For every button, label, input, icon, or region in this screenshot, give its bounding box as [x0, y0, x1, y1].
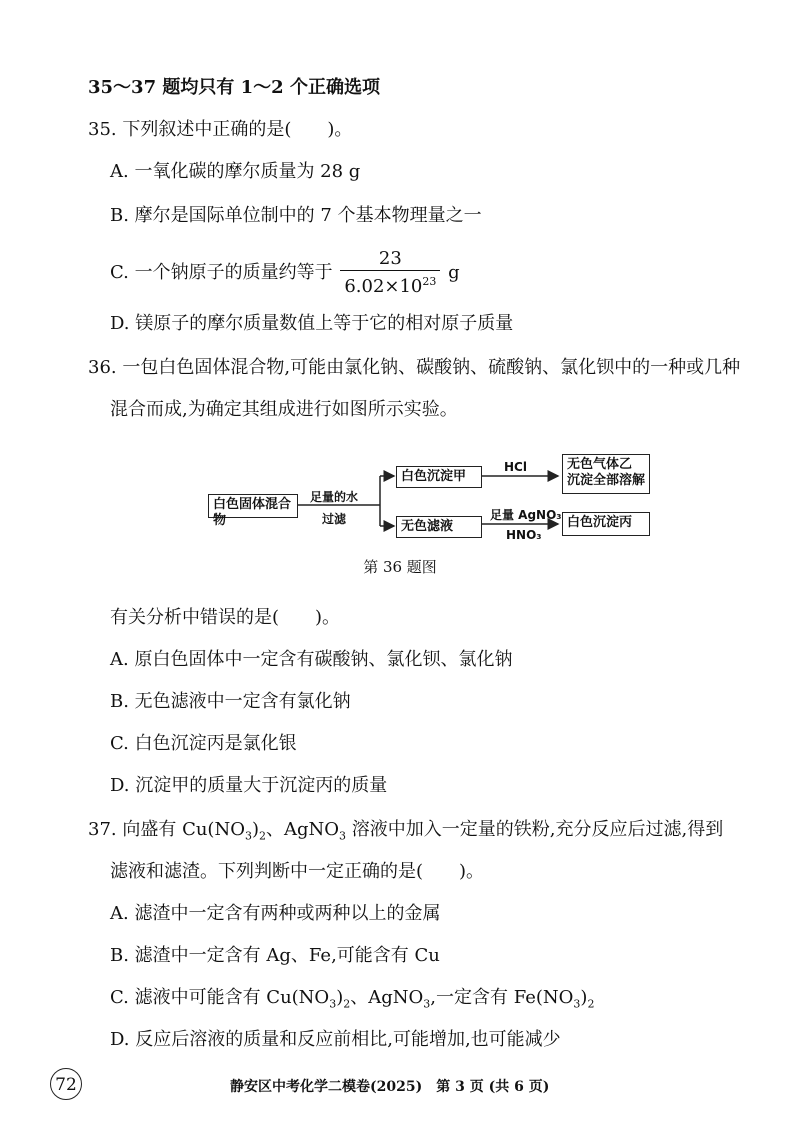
q35-option-d: D. 镁原子的摩尔质量数值上等于它的相对原子质量 [110, 313, 514, 334]
q37-stem-line1 [88, 818, 723, 849]
box-colorless-filtrate: 无色滤液 [396, 516, 482, 538]
box-gas-yi [562, 454, 650, 494]
q37-stem-part1: 37. 向盛有 Cu(NO [88, 819, 245, 840]
q37-stem-line2: 滤液和滤渣。下列判断中一定正确的是( )。 [110, 861, 485, 882]
sub-3c: 3 [329, 997, 337, 1011]
q37-c-part5: ) [580, 987, 588, 1008]
footer-text: 静安区中考化学二模卷(2025) 第 3 页 (共 6 页) [230, 1079, 550, 1095]
section-header: 35～37 题均只有 1～2 个正确选项 [88, 77, 380, 98]
q36-sub-stem: 有关分析中错误的是( )。 [110, 607, 341, 628]
denominator-exponent: 23 [422, 275, 437, 288]
box-white-solid-mixture: 白色固体混合物 [208, 494, 298, 518]
q36-option-c: C. 白色沉淀丙是氯化银 [110, 733, 297, 754]
label-filter: 过滤 [322, 512, 347, 526]
sub-3b: 3 [339, 829, 347, 843]
q37-option-c [110, 986, 594, 1017]
fraction-numerator: 23 [340, 248, 440, 271]
q35-option-c-prefix: C. 一个钠原子的质量约等于 [110, 262, 333, 283]
q35-fraction [340, 248, 440, 298]
q35-option-c [110, 248, 460, 298]
q37-c-part4: ,一定含有 Fe(NO [430, 987, 574, 1008]
q36-flow-diagram [200, 448, 660, 548]
q37-c-part2: ) [336, 987, 344, 1008]
q36-stem-line2: 混合而成,为确定其组成进行如图所示实验。 [110, 399, 458, 420]
q36-stem-line1: 36. 一包白色固体混合物,可能由氯化钠、碳酸钠、硫酸钠、氯化钡中的一种或几种 [88, 357, 741, 378]
q37-option-b: B. 滤渣中一定含有 Ag、Fe,可能含有 Cu [110, 945, 440, 966]
q36-option-d: D. 沉淀甲的质量大于沉淀丙的质量 [110, 775, 388, 796]
q37-stem-part4: 溶液中加入一定量的铁粉,充分反应后过滤,得到 [346, 819, 724, 840]
gas-yi-line2: 沉淀全部溶解 [567, 473, 646, 488]
q37-stem-part3: 、AgNO [266, 819, 340, 840]
q37-c-part3: 、AgNO [350, 987, 424, 1008]
gas-yi-line1: 无色气体乙 [567, 457, 633, 472]
sub-2b: 2 [343, 997, 351, 1011]
page-number-circle: 72 [50, 1068, 82, 1100]
label-hcl: HCl [504, 460, 527, 474]
sub-2a: 2 [259, 829, 266, 843]
fraction-denominator [340, 271, 440, 298]
q36-option-b: B. 无色滤液中一定含有氯化钠 [110, 691, 351, 712]
label-agno3: 足量 AgNO₃ [490, 508, 562, 522]
sub-3d: 3 [423, 997, 431, 1011]
q37-option-d: D. 反应后溶液的质量和反应前相比,可能增加,也可能减少 [110, 1029, 561, 1050]
q35-option-c-unit: g [448, 262, 460, 283]
label-hno3: HNO₃ [506, 528, 542, 542]
q36-figure-caption: 第 36 题图 [363, 558, 437, 576]
box-precipitate-bing: 白色沉淀丙 [562, 512, 650, 536]
q36-option-a: A. 原白色固体中一定含有碳酸钠、氯化钡、氯化钠 [110, 649, 513, 670]
denominator-base: 6.02×10 [344, 276, 423, 297]
q37-c-part1: C. 滤液中可能含有 Cu(NO [110, 987, 330, 1008]
sub-3e: 3 [573, 997, 581, 1011]
q35-option-b: B. 摩尔是国际单位制中的 7 个基本物理量之一 [110, 205, 482, 226]
box-precipitate-jia: 白色沉淀甲 [396, 466, 482, 488]
sub-2c: 2 [587, 997, 595, 1011]
sub-3a: 3 [244, 829, 252, 843]
q35-option-a: A. 一氧化碳的摩尔质量为 28 g [110, 161, 361, 182]
label-water: 足量的水 [310, 490, 359, 504]
q37-stem-part2: ) [251, 819, 259, 840]
q37-option-a: A. 滤渣中一定含有两种或两种以上的金属 [110, 903, 441, 924]
q35-stem: 35. 下列叙述中正确的是( )。 [88, 119, 353, 140]
